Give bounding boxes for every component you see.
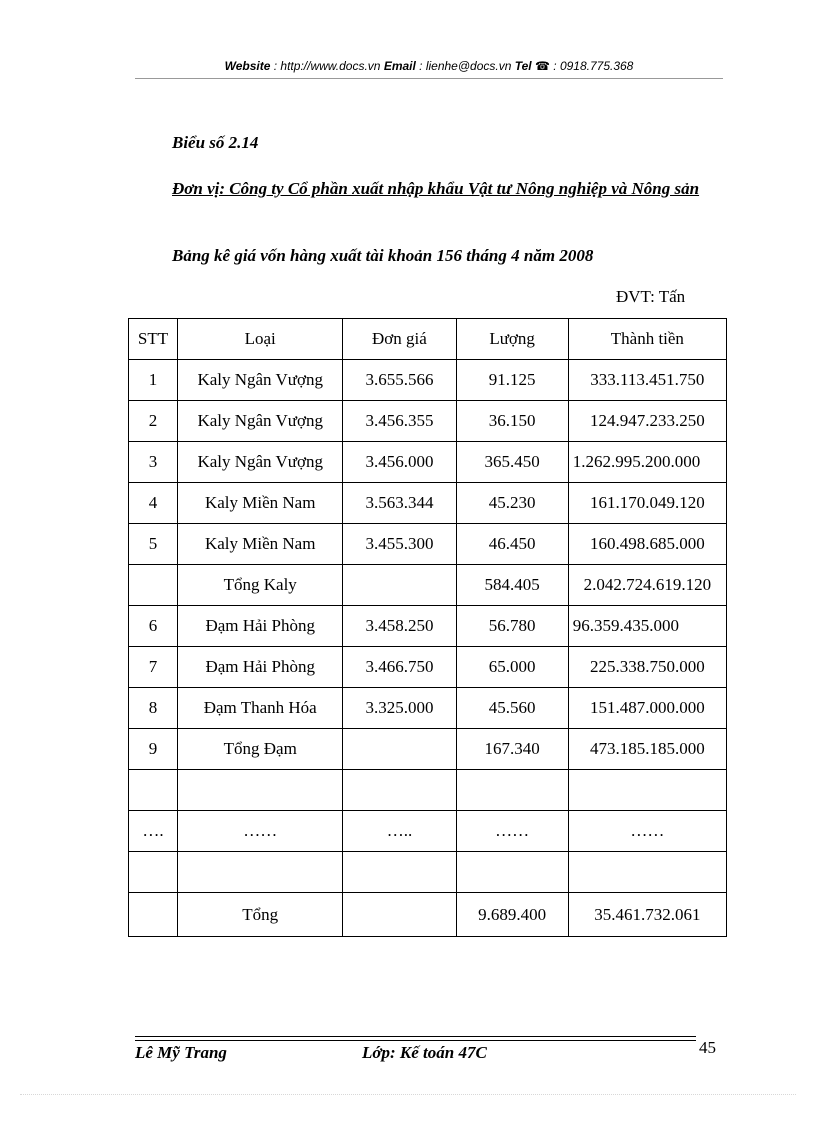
cell-stt: 8: [129, 688, 178, 729]
cell-luong: 36.150: [456, 401, 568, 442]
cell-don-gia: …..: [343, 811, 456, 852]
cell-loai: Kaly Miền Nam: [178, 524, 343, 565]
footer-divider: [135, 1036, 696, 1037]
cell-stt: 5: [129, 524, 178, 565]
cell-thanh-tien: 124.947.233.250: [568, 401, 726, 442]
phone-icon: ☎: [534, 59, 550, 73]
cell-thanh-tien: 473.185.185.000: [568, 729, 726, 770]
cell-loai: Kaly Ngân Vượng: [178, 401, 343, 442]
email-label: Email: [383, 59, 416, 73]
table-row: [129, 852, 727, 893]
table-header-row: [129, 319, 727, 360]
cell-stt: 9: [129, 729, 178, 770]
cost-table: [128, 318, 727, 937]
organization-unit: Đơn vị: Công ty Cổ phần xuất nhập khẩu Vật tư Nông nghiệp và Nông sản: [172, 179, 700, 198]
cost-table-body: [129, 319, 727, 937]
cell-loai: [178, 852, 343, 893]
cell-don-gia: [343, 770, 456, 811]
cell-stt: 3: [129, 442, 178, 483]
cell-loai: [178, 770, 343, 811]
email-value: : lienhe@docs.vn: [415, 59, 515, 73]
page-number: 45: [699, 1038, 716, 1057]
cell-don-gia: [343, 852, 456, 893]
cell-don-gia: 3.466.750: [343, 647, 456, 688]
cell-thanh-tien: [568, 852, 726, 893]
cell-luong: 45.560: [456, 688, 568, 729]
cell-thanh-tien: 161.170.049.120: [568, 483, 726, 524]
cell-thanh-tien: 1.262.995.200.000: [568, 442, 726, 483]
cell-don-gia: 3.563.344: [343, 483, 456, 524]
cell-loai: Đạm Hải Phòng: [178, 647, 343, 688]
cell-luong: 45.230: [456, 483, 568, 524]
cell-thanh-tien: 2.042.724.619.120: [568, 565, 726, 606]
cell-stt: [129, 565, 178, 606]
column-header-loai: Loại: [178, 319, 343, 360]
table-row: [129, 770, 727, 811]
column-header-don-gia: Đơn giá: [343, 319, 456, 360]
cell-loai: Tổng Đạm: [178, 729, 343, 770]
table-row: [129, 893, 727, 937]
cell-loai: Tổng: [178, 893, 343, 937]
cell-don-gia: [343, 893, 456, 937]
cell-luong: 56.780: [456, 606, 568, 647]
cell-loai: Kaly Ngân Vượng: [178, 360, 343, 401]
cell-don-gia: 3.458.250: [343, 606, 456, 647]
cell-stt: 7: [129, 647, 178, 688]
cell-thanh-tien: 151.487.000.000: [568, 688, 726, 729]
unit-label: ĐVT: Tấn: [616, 287, 686, 306]
cell-don-gia: 3.655.566: [343, 360, 456, 401]
figure-number: Biểu số 2.14: [172, 133, 259, 152]
table-row: [129, 360, 727, 401]
class-name: Lớp: Kế toán 47C: [362, 1043, 487, 1062]
tel-label: Tel: [514, 59, 532, 73]
cell-loai: Tổng Kaly: [178, 565, 343, 606]
cell-luong: 584.405: [456, 565, 568, 606]
cell-thanh-tien: 96.359.435.000: [568, 606, 726, 647]
cell-don-gia: [343, 565, 456, 606]
table-row: [129, 524, 727, 565]
cell-stt: 4: [129, 483, 178, 524]
cell-stt: 6: [129, 606, 178, 647]
cell-luong: 9.689.400: [456, 893, 568, 937]
cell-stt: 1: [129, 360, 178, 401]
table-title: Bảng kê giá vốn hàng xuất tài khoản 156 tháng 4 năm 2008: [172, 246, 594, 265]
column-header-stt: STT: [129, 319, 178, 360]
header-divider: [135, 78, 723, 79]
author-name: Lê Mỹ Trang: [135, 1043, 227, 1062]
cell-luong: 167.340: [456, 729, 568, 770]
cell-thanh-tien: ……: [568, 811, 726, 852]
table-row: [129, 647, 727, 688]
cell-stt: [129, 770, 178, 811]
website-value: : http://www.docs.vn: [270, 59, 384, 73]
cell-thanh-tien: 333.113.451.750: [568, 360, 726, 401]
cell-stt: [129, 852, 178, 893]
page-bottom-border: [20, 1094, 796, 1095]
cell-thanh-tien: 160.498.685.000: [568, 524, 726, 565]
table-row: [129, 565, 727, 606]
column-header-luong: Lượng: [456, 319, 568, 360]
cell-loai: Đạm Thanh Hóa: [178, 688, 343, 729]
table-row: [129, 811, 727, 852]
cell-loai: ……: [178, 811, 343, 852]
cell-thanh-tien: [568, 770, 726, 811]
cell-luong: [456, 770, 568, 811]
column-header-thanh-tien: Thành tiền: [568, 319, 726, 360]
cell-thanh-tien: 225.338.750.000: [568, 647, 726, 688]
cell-don-gia: 3.455.300: [343, 524, 456, 565]
website-label: Website: [224, 59, 271, 73]
cell-stt: ….: [129, 811, 178, 852]
table-row: [129, 401, 727, 442]
cell-luong: [456, 852, 568, 893]
cell-don-gia: 3.456.000: [343, 442, 456, 483]
table-row: [129, 442, 727, 483]
table-row: [129, 688, 727, 729]
table-row: [129, 483, 727, 524]
cell-luong: 46.450: [456, 524, 568, 565]
cell-loai: Kaly Miền Nam: [178, 483, 343, 524]
tel-value: : 0918.775.368: [549, 59, 634, 73]
footer-divider-2: [135, 1040, 696, 1041]
cell-loai: Kaly Ngân Vượng: [178, 442, 343, 483]
cell-loai: Đạm Hải Phòng: [178, 606, 343, 647]
cell-luong: 91.125: [456, 360, 568, 401]
table-row: [129, 606, 727, 647]
cell-luong: 65.000: [456, 647, 568, 688]
cell-luong: ……: [456, 811, 568, 852]
table-row: [129, 729, 727, 770]
cell-don-gia: [343, 729, 456, 770]
cell-don-gia: 3.456.355: [343, 401, 456, 442]
cell-thanh-tien: 35.461.732.061: [568, 893, 726, 937]
cell-don-gia: 3.325.000: [343, 688, 456, 729]
page-header: [135, 59, 723, 73]
cell-stt: [129, 893, 178, 937]
cell-luong: 365.450: [456, 442, 568, 483]
cell-stt: 2: [129, 401, 178, 442]
